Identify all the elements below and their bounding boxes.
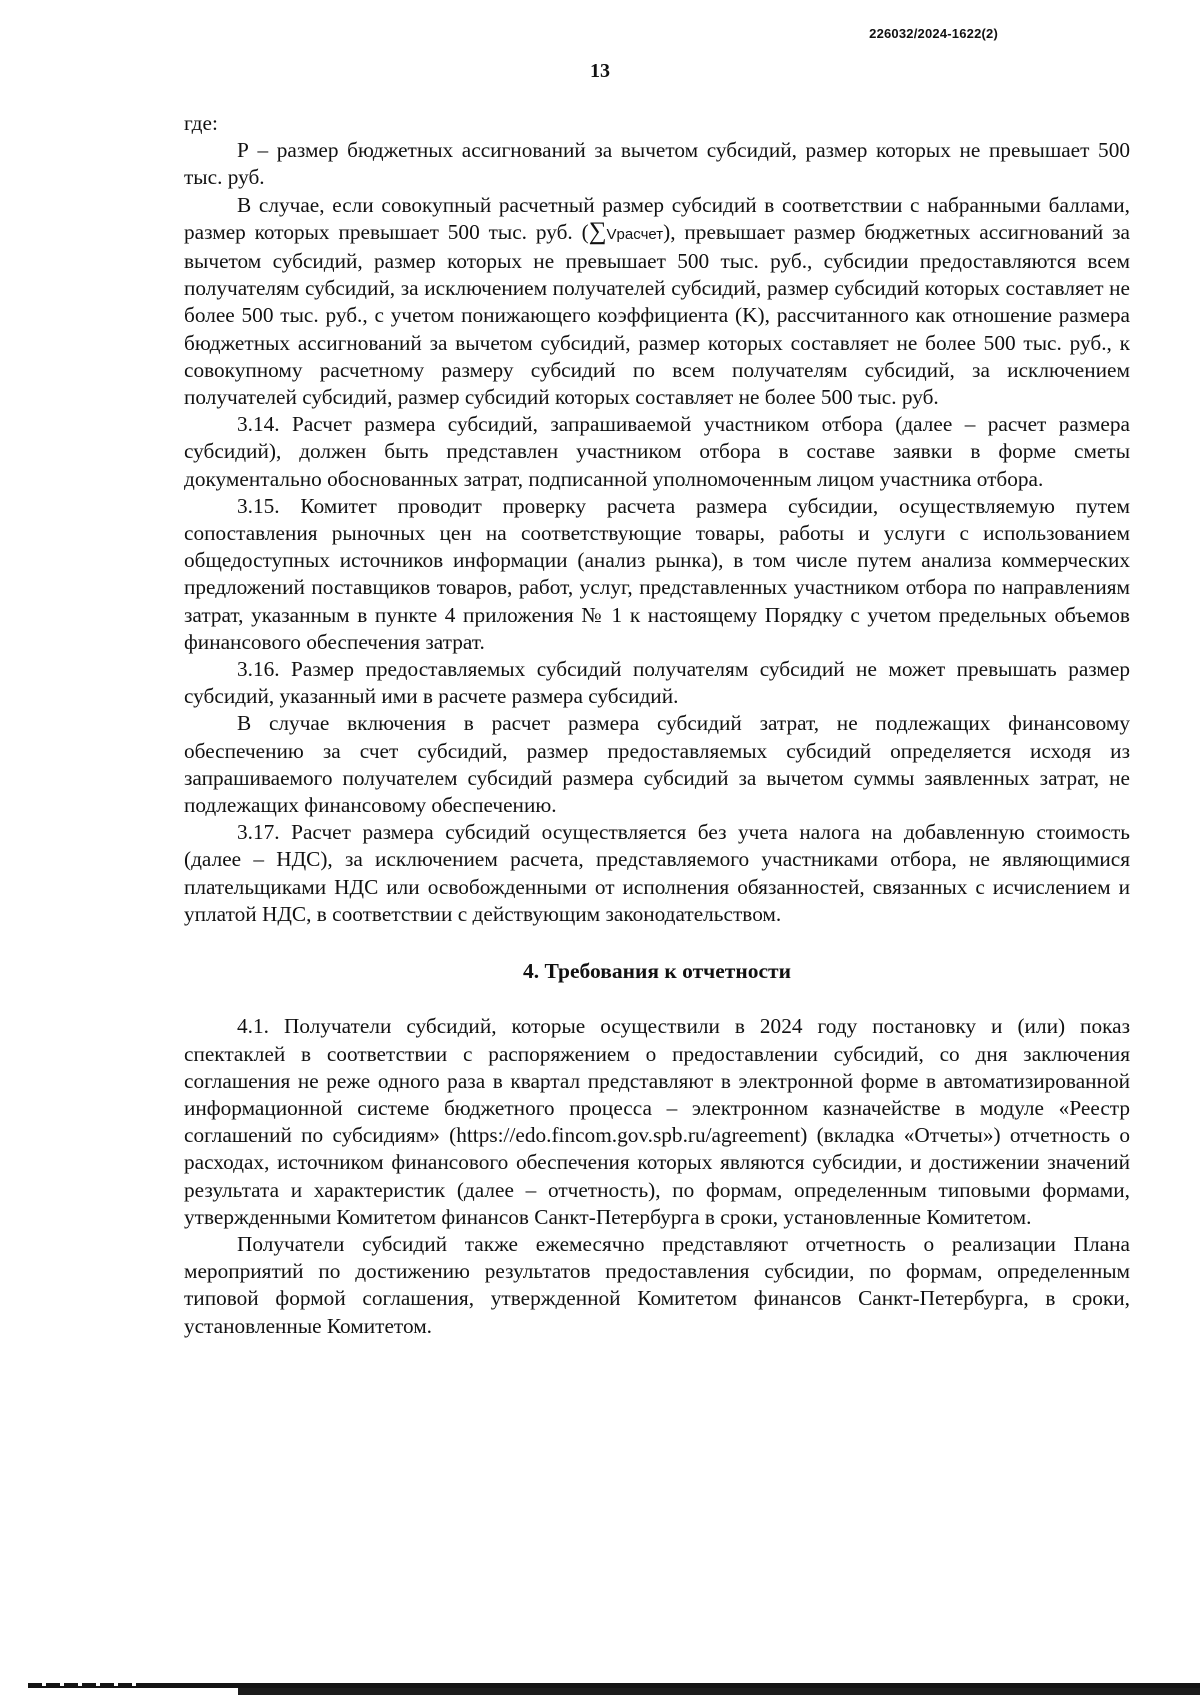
- document-body: [184, 110, 1130, 1340]
- formula-variable: Vрасчет: [606, 225, 664, 243]
- paragraph-3-16-continuation: В случае включения в расчет размера субсидий затрат, не подлежащих финансовому обеспечению за счет субсидий, размер предоставляемых субсидий определяется исходя из запрашиваемого получателем субсидий размера субсидий за вычетом суммы заявленных затрат, не подлежащих финансовому обеспечению.: [184, 711, 1130, 818]
- paragraph-3-17: 3.17. Расчет размера субсидий осуществляется без учета налога на добавленную стоимость (далее – НДС), за исключением расчета, представляемого участниками отбора, не являющимися плательщиками НДС или освобожденными от исполнения обязанностей, связанных с исчислением и уплатой НДС, в соответствии с действующим законодательством.: [184, 820, 1130, 926]
- page-number: 13: [590, 60, 610, 82]
- sum-symbol: ∑: [588, 217, 607, 245]
- paragraph-p-definition: Р – размер бюджетных ассигнований за вычетом субсидий, размер которых не превышает 500 тыс. руб.: [184, 138, 1130, 190]
- scan-edge-noise: [28, 1683, 148, 1686]
- paragraph-3-15: 3.15. Комитет проводит проверку расчета размера субсидии, осуществляемую путем сопоставления рыночных цен на соответствующие товары, работы и услуги с использованием общедоступных источников информации (анализ рынка), в том числе путем анализа коммерческих предложений поставщиков товаров, работ, услуг, представленных участником отбора по направлениям затрат, указанным в пункте 4 приложения № 1 к настоящему Порядку с учетом предельных объемов финансового обеспечения затрат.: [184, 493, 1130, 654]
- paragraph-subsidy-reduction-part1: В случае, если совокупный расчетный размер субсидий в соответствии с набранными баллами, размер которых превышает 500 тыс. руб. (: [184, 192, 1130, 244]
- scan-bottom-edge: [0, 1675, 1200, 1695]
- section-heading-reporting: 4. Требования к отчетности: [523, 959, 791, 984]
- paragraph-subsidy-reduction: [184, 192, 1130, 412]
- paragraph-4-1: 4.1. Получатели субсидий, которые осуществили в 2024 году постановку и (или) показ спектаклей в соответствии с распоряжением о предоставлении субсидий, со дня заключения соглашения не реже одного раза в квартал представляют в электронной форме в автоматизированной информационной системе бюджетного процесса – электронном казначействе в модуле «Реестр соглашений по субсидиям» (https://edo.fincom.gov.spb.ru/agreement) (вкладка «Отчеты») отчетность о расходах, источником финансового обеспечения которых являются субсидии, и достижении значений результата и характеристик (далее – отчетность), по формам, определенным типовыми формами, утвержденными Комитетом финансов Санкт-Петербурга в сроки, установленные Комитетом.: [184, 1014, 1130, 1229]
- document-registration-number: 226032/2024-1622(2): [869, 26, 998, 41]
- paragraph-subsidy-reduction-part2: ), превышает размер бюджетных ассигнований за вычетом субсидий, размер которых не превышает 500 тыс. руб., субсидии предоставляются всем получателям субсидий, за исключением получателей субсидий, размер субсидий которых составляет не более 500 тыс. руб., с учетом понижающего коэффициента (K), рассчитанного как отношение размера бюджетных ассигнований за вычетом субсидий, размер которых составляет не более 500 тыс. руб., к совокупному расчетному размеру субсидий по всем получателям субсидий, за исключением получателей субсидий, размер субсидий которых составляет не более 500 тыс. руб.: [184, 219, 1130, 410]
- paragraph-where: где:: [184, 111, 218, 135]
- paragraph-4-1-continuation: Получатели субсидий также ежемесячно представляют отчетность о реализации Плана мероприятий по достижению результатов предоставления субсидии, по формам, определенным типовой формой соглашения, утвержденной Комитетом финансов Санкт-Петербурга, в сроки, установленные Комитетом.: [184, 1231, 1130, 1338]
- paragraph-3-16: 3.16. Размер предоставляемых субсидий получателям субсидий не может превышать размер субсидий, указанный ими в расчете размера субсидий.: [184, 657, 1130, 709]
- paragraph-3-14: 3.14. Расчет размера субсидий, запрашиваемой участником отбора (далее – расчет размера субсидий), должен быть представлен участником отбора в составе заявки в форме сметы документально обоснованных затрат, подписанной уполномоченным лицом участника отбора.: [184, 412, 1130, 491]
- scan-edge-bar-lower: [238, 1688, 1200, 1695]
